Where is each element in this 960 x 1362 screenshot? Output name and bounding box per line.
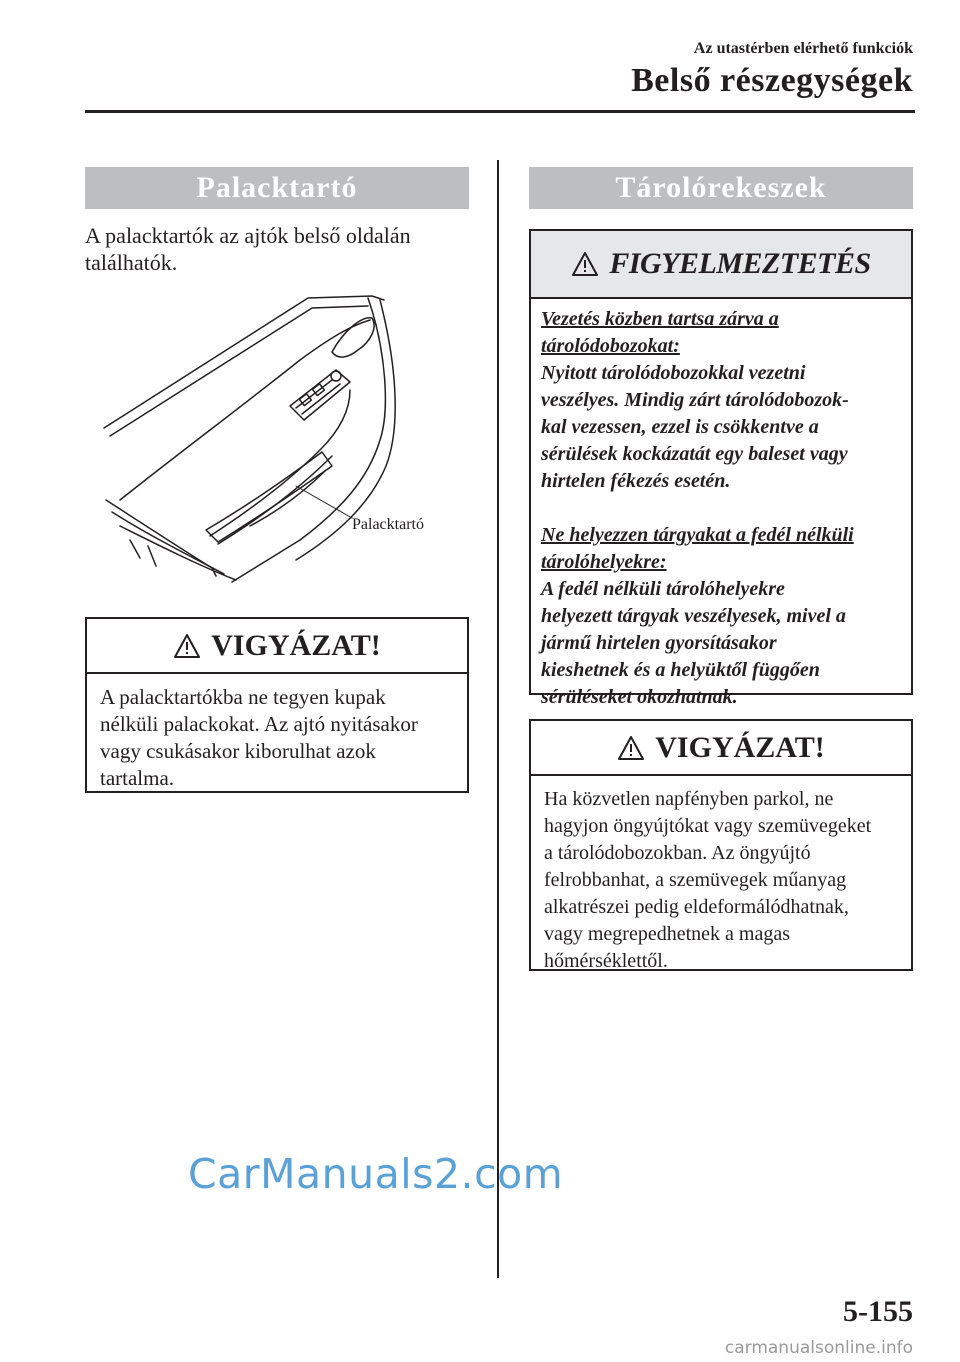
caution-header [87,619,467,674]
chapter-subtitle: Az utastérben elérhető funkciók [693,40,913,57]
caution-title: VIGYÁZAT! [655,730,825,764]
warning-header [531,231,911,299]
footer-site-link[interactable]: carmanualsonline.info [724,1338,913,1358]
chapter-title: Belső részegységek [631,62,913,99]
bottle-holder-intro: A palacktartók az ajtók belső oldalán találhatók. [85,223,411,275]
door-bottle-holder-illustration [100,290,460,590]
page-number: 5-155 [843,1295,913,1328]
section-title-storage: Tárolórekeszek [529,167,913,209]
warning-triangle-icon [617,735,645,761]
header-rule [85,110,915,113]
warning-triangle-icon [173,633,201,659]
caution-text: Ha közvetlen napfényben parkol, ne hagyjon öngyújtókat vagy szemüvegeket a tárolódobozokban. Az öngyújtó felrobbanhat, a szemüvegek műanyag alkatrészei pedig eldeformálódhatnak, vagy megrepedhetnek a magas hőmérséklettől. [544,788,872,972]
watermark-logo: CarManuals2.com [188,1150,564,1198]
warning-heading-open-trays: Ne helyezzen tárgyakat a fedél nélküli tárolóhelyekre: [541,524,854,573]
column-divider [497,160,499,1278]
warning-title: FIGYELMEZTETÉS [609,247,871,280]
caution-header [531,721,911,776]
warning-box-storage [529,229,913,708]
caution-title: VIGYÁZAT! [211,628,381,662]
caution-box-bottle-holder [85,617,469,793]
warning-text-closed-boxes: Nyitott tárolódobozokkal vezetni veszélyes. Mindig zárt tárolódobozok- kal vezessen, ezzel is csökkentve a sérülések kockázatát egy baleset vagy hirtelen fékezés esetén. [541,362,849,492]
caution-box-storage [529,719,913,971]
figure-label-bottle-holder: Palacktartó [352,516,424,533]
warning-triangle-icon [571,251,599,277]
caution-text: A palacktartókba ne tegyen kupak nélküli palackokat. Az ajtó nyitásakor vagy csukásakor kiborulhat azok tartalma. [100,685,418,790]
section-title-bottle-holder: Palacktartó [85,167,469,209]
warning-heading-closed-boxes: Vezetés közben tartsa zárva a tárolódobozokat: [541,308,779,357]
warning-text-open-trays: A fedél nélküli tárolóhelyekre helyezett tárgyak veszélyesek, mivel a jármű hirtelen gyorsításakor kieshetnek és a helyüktől függően sérüléseket okozhatnak. [541,578,846,708]
warning-content [531,299,911,711]
